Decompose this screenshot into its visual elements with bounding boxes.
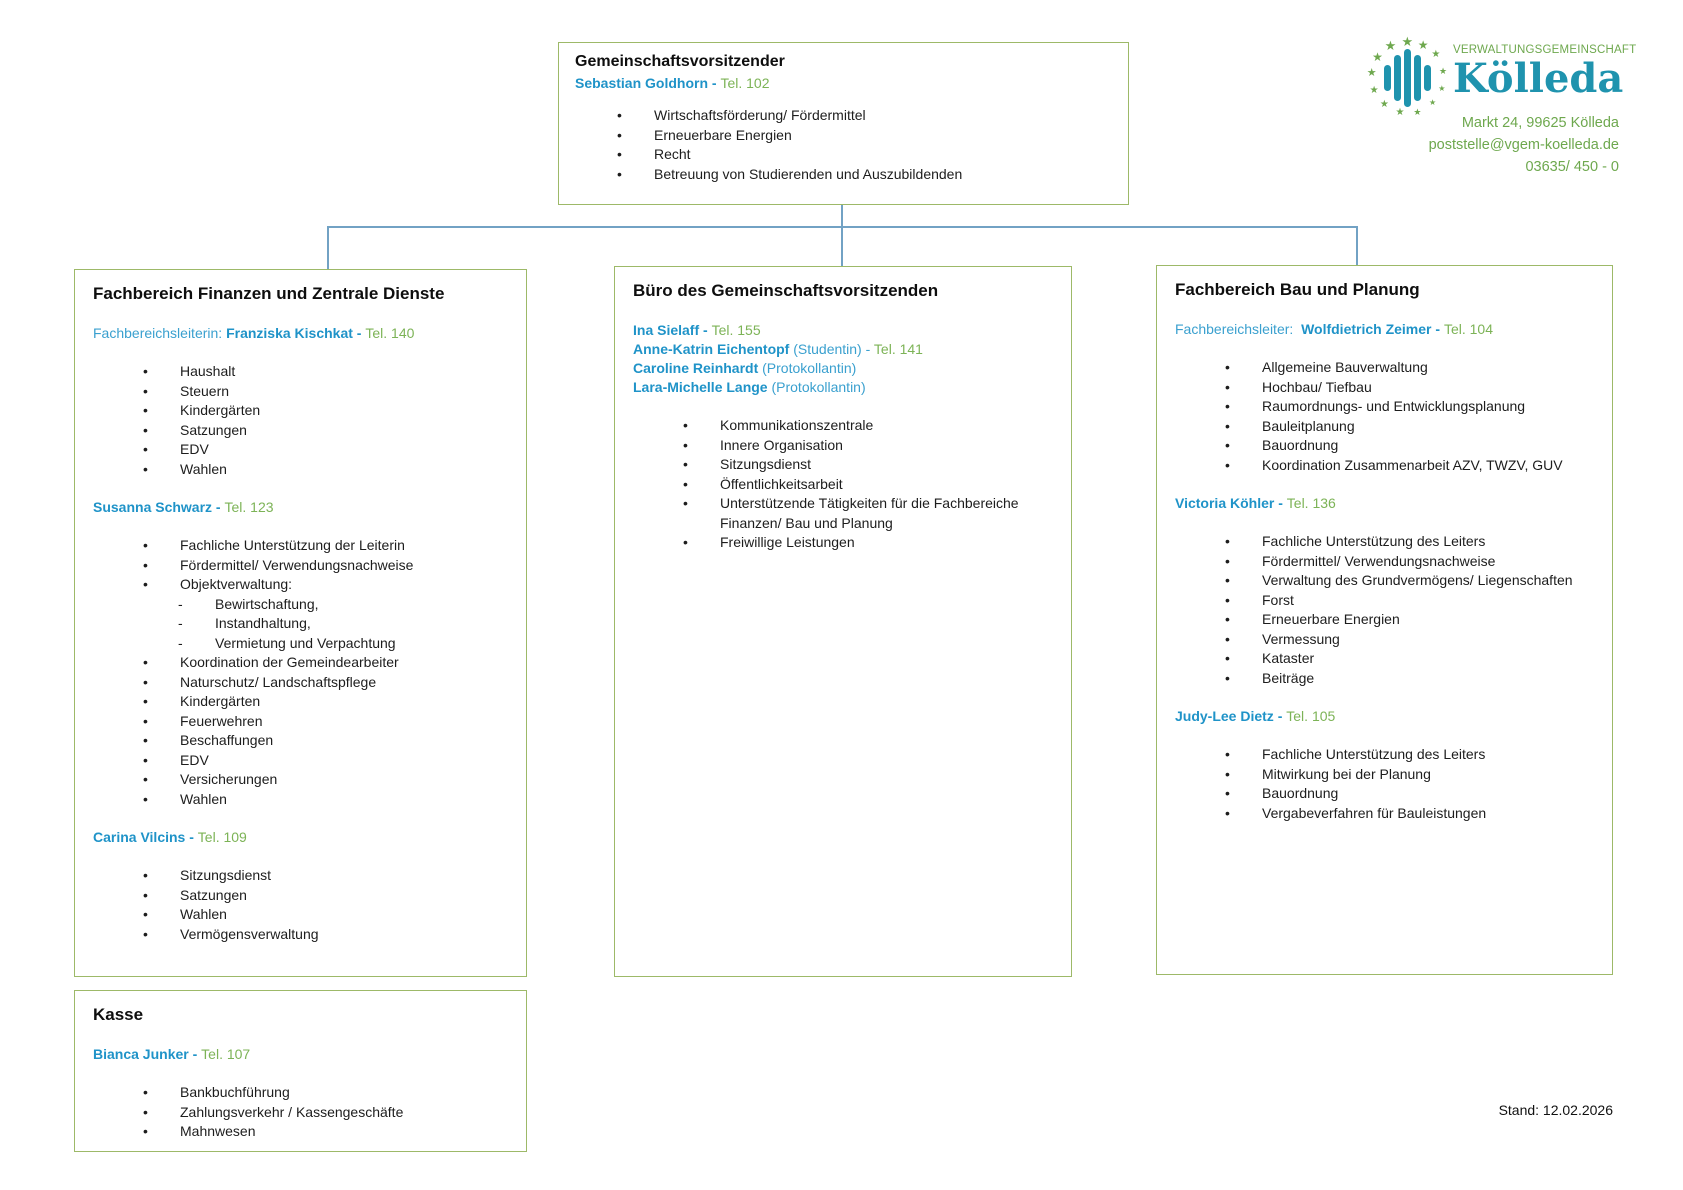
bullet-item xyxy=(93,440,508,460)
bullet-dot-icon: • xyxy=(1225,669,1230,686)
bullet-dot-icon: • xyxy=(143,1103,148,1120)
bullet-item xyxy=(633,436,1053,456)
duty-list xyxy=(93,362,508,479)
dash-icon: - xyxy=(178,615,183,631)
bullet-text: Sitzungsdienst xyxy=(180,867,272,883)
bullet-item xyxy=(93,866,508,886)
bullet-dot-icon: • xyxy=(143,906,148,922)
staff-section xyxy=(93,828,508,944)
star-icon: ★ xyxy=(1431,49,1441,61)
person-name: Lara-Michelle Lange xyxy=(633,379,768,395)
bullet-dot-icon: • xyxy=(1225,765,1230,782)
stand-date: Stand: 12.02.2026 xyxy=(1498,1102,1613,1118)
bullet-text: Satzungen xyxy=(180,886,247,903)
bullet-text: EDV xyxy=(180,751,209,768)
bullet-dot-icon: • xyxy=(1225,591,1230,608)
bullet-item xyxy=(1175,784,1594,804)
bullet-item xyxy=(633,455,1053,475)
sub-bullet-text: Instandhaltung, xyxy=(215,615,311,631)
bullet-text: Koordination der Gemeindearbeiter xyxy=(180,654,399,670)
bullet-text: Wahlen xyxy=(180,906,227,922)
person-name: Sebastian Goldhorn xyxy=(575,75,709,91)
bullet-dot-icon: • xyxy=(143,673,148,690)
box-title: Fachbereich Finanzen und Zentrale Dienste xyxy=(93,284,445,303)
bullet-item xyxy=(93,692,508,712)
bullet-item xyxy=(93,1103,508,1123)
bullet-item xyxy=(93,925,508,945)
sub-bullet-text: Vermietung und Verpachtung xyxy=(215,634,396,651)
bullet-dot-icon: • xyxy=(1225,804,1230,821)
bullet-text: Erneuerbare Energien xyxy=(1262,611,1400,627)
bullet-dot-icon: • xyxy=(143,654,148,670)
logo-org-type: VERWALTUNGSGEMEINSCHAFT xyxy=(1453,44,1637,56)
star-icon: ★ xyxy=(1438,65,1448,76)
bullet-text: Vergabeverfahren für Bauleistungen xyxy=(1262,804,1487,821)
sub-bullet-item xyxy=(93,595,508,615)
bullet-dot-icon: • xyxy=(143,771,148,787)
bullet-item xyxy=(1175,630,1594,650)
bullet-text: Fachliche Unterstützung des Leiters xyxy=(1262,533,1486,549)
bullet-dot-icon: • xyxy=(1225,572,1230,588)
bullet-text: Koordination Zusammenarbeit AZV, TWZV, GUV xyxy=(1262,456,1563,473)
bullet-text: Feuerwehren xyxy=(180,712,263,729)
bullet-text: Hochbau/ Tiefbau xyxy=(1262,378,1372,395)
bullet-item xyxy=(575,126,1112,146)
bullet-dot-icon: • xyxy=(143,712,148,729)
bullet-item xyxy=(93,362,508,382)
bullet-dot-icon: • xyxy=(143,402,148,418)
person-line xyxy=(93,324,508,343)
person-line xyxy=(1175,320,1594,339)
bullet-text: Kindergärten xyxy=(180,693,261,709)
star-icon: ★ xyxy=(1372,50,1383,65)
star-icon: ★ xyxy=(1413,106,1422,117)
bullet-item xyxy=(93,1083,508,1103)
star-icon: ★ xyxy=(1438,83,1446,93)
bullet-item xyxy=(1175,765,1594,785)
bullet-item xyxy=(1175,571,1594,591)
bullet-dot-icon: • xyxy=(143,751,148,768)
box-fachbereich-bau xyxy=(1156,265,1613,975)
dash-separator: - xyxy=(1274,495,1287,511)
box-title: Gemeinschaftsvorsitzender xyxy=(575,53,785,70)
bullet-text: Mahnwesen xyxy=(180,1123,256,1139)
duty-list xyxy=(93,866,508,944)
logo-contact-block xyxy=(1429,112,1619,178)
duty-list xyxy=(575,106,1112,184)
bullet-item xyxy=(93,673,508,693)
bullet-dot-icon: • xyxy=(617,126,622,143)
bullet-text: Wahlen xyxy=(180,790,227,807)
bullet-item xyxy=(575,145,1112,165)
bullet-dot-icon: • xyxy=(1225,746,1230,762)
box-title: Büro des Gemeinschaftsvorsitzenden xyxy=(633,281,939,300)
bullet-item xyxy=(1175,552,1594,572)
duty-list xyxy=(1175,532,1594,688)
bullet-item xyxy=(633,475,1053,495)
sub-bullet-item xyxy=(93,614,508,634)
person-tel: Tel. 109 xyxy=(197,829,247,845)
bullet-item xyxy=(93,790,508,810)
bullet-text: Haushalt xyxy=(180,363,236,379)
bullet-item xyxy=(1175,649,1594,669)
bullet-text: Allgemeine Bauverwaltung xyxy=(1262,359,1428,375)
dash-icon: - xyxy=(178,595,183,612)
person-line xyxy=(633,359,1053,378)
person-note: (Protokollantin) xyxy=(767,379,866,395)
bullet-item xyxy=(1175,669,1594,689)
logo-bar xyxy=(1404,49,1411,107)
bullet-text: Recht xyxy=(654,146,691,162)
bullet-dot-icon: • xyxy=(1225,785,1230,801)
bullet-text: Unterstützende Tätigkeiten für die Fachbereiche Finanzen/ Bau und Planung xyxy=(720,495,1019,531)
bullet-dot-icon: • xyxy=(143,460,148,477)
bullet-item xyxy=(1175,591,1594,611)
bullet-text: Fördermittel/ Verwendungsnachweise xyxy=(1262,552,1496,569)
bullet-dot-icon: • xyxy=(1225,437,1230,453)
bullet-text: Freiwillige Leistungen xyxy=(720,534,855,550)
bullet-dot-icon: • xyxy=(1225,630,1230,647)
person-name: Wolfdietrich Zeimer xyxy=(1301,321,1432,337)
bullet-item xyxy=(633,533,1053,553)
dash-separator: - xyxy=(861,341,874,357)
bullet-text: Bauordnung xyxy=(1262,785,1339,801)
bullet-dot-icon: • xyxy=(1225,533,1230,549)
staff-section xyxy=(93,1045,508,1142)
bullet-text: Fachliche Unterstützung der Leiterin xyxy=(180,537,405,553)
star-icon: ★ xyxy=(1395,106,1405,118)
person-name: Judy-Lee Dietz xyxy=(1175,708,1274,724)
person-name: Franziska Kischkat xyxy=(226,325,353,341)
duty-list xyxy=(93,1083,508,1142)
bullet-item xyxy=(93,1122,508,1142)
bullet-dot-icon: • xyxy=(1225,456,1230,473)
bullet-item xyxy=(93,575,508,595)
bullet-text: Innere Organisation xyxy=(720,436,843,453)
person-tel: Tel. 102 xyxy=(720,75,770,91)
bullet-text: Wirtschaftsförderung/ Fördermittel xyxy=(654,107,866,123)
bullet-dot-icon: • xyxy=(617,165,622,182)
star-icon: ★ xyxy=(1369,84,1379,96)
staff-section xyxy=(1175,494,1594,688)
person-tel: Tel. 155 xyxy=(711,322,761,338)
bullet-item xyxy=(93,556,508,576)
bullet-dot-icon: • xyxy=(683,475,688,492)
logo-bar xyxy=(1414,55,1421,101)
dash-separator: - xyxy=(212,499,225,515)
bullet-item xyxy=(1175,532,1594,552)
person-name: Carina Vilcins xyxy=(93,829,186,845)
bullet-text: Raumordnungs- und Entwicklungsplanung xyxy=(1262,398,1526,414)
bullet-text: Forst xyxy=(1262,591,1294,608)
person-name: Anne-Katrin Eichentopf xyxy=(633,341,790,357)
person-tel: Tel. 140 xyxy=(365,325,415,341)
person-line xyxy=(633,378,1053,397)
bullet-item xyxy=(93,770,508,790)
bullet-text: Objektverwaltung: xyxy=(180,576,293,592)
sub-bullet-text: Bewirtschaftung, xyxy=(215,595,319,612)
logo-bar xyxy=(1394,55,1401,101)
box-title: Kasse xyxy=(93,1005,144,1024)
bullet-dot-icon: • xyxy=(143,556,148,573)
bullet-text: Kommunikationszentrale xyxy=(720,417,874,433)
bullet-item xyxy=(1175,804,1594,824)
person-tel: Tel. 141 xyxy=(873,341,923,357)
star-icon: ★ xyxy=(1401,33,1414,49)
bullet-dot-icon: • xyxy=(617,107,622,123)
logo-wordmark xyxy=(1453,44,1636,101)
connector-vertical-right xyxy=(1356,226,1358,266)
staff-section xyxy=(633,321,1053,553)
dash-separator: - xyxy=(188,1046,202,1062)
person-line xyxy=(575,74,1112,93)
bullet-item xyxy=(1175,358,1594,378)
logo-bar xyxy=(1384,65,1391,91)
person-line xyxy=(93,498,508,517)
person-line xyxy=(633,321,1053,340)
dash-separator: - xyxy=(708,75,721,91)
bullet-dot-icon: • xyxy=(1225,552,1230,569)
bullet-item xyxy=(1175,610,1594,630)
bullet-item xyxy=(575,165,1112,185)
bullet-dot-icon: • xyxy=(143,925,148,942)
staff-section xyxy=(93,324,508,479)
staff-section xyxy=(575,74,1112,184)
bullet-text: Kindergärten xyxy=(180,402,261,418)
bullet-dot-icon: • xyxy=(143,867,148,883)
bullet-text: Vermessung xyxy=(1262,630,1340,647)
star-icon: ★ xyxy=(1366,67,1377,80)
bullet-item xyxy=(1175,745,1594,765)
logo-org-name: Kölleda xyxy=(1453,55,1624,102)
bullet-item xyxy=(1175,436,1594,456)
bullet-dot-icon: • xyxy=(143,1084,148,1100)
bullet-dot-icon: • xyxy=(617,146,622,162)
person-line xyxy=(633,340,1053,359)
bullet-dot-icon: • xyxy=(143,1123,148,1139)
bullet-text: Erneuerbare Energien xyxy=(654,126,792,143)
dash-separator: - xyxy=(185,829,198,845)
bullet-dot-icon: • xyxy=(1225,650,1230,666)
bullet-text: Bauordnung xyxy=(1262,437,1339,453)
box-buero-gemeinschaftsvorsitzender xyxy=(614,266,1072,977)
star-icon: ★ xyxy=(1384,38,1397,54)
bullet-dot-icon: • xyxy=(143,732,148,748)
dash-separator: - xyxy=(1273,708,1287,724)
duty-list xyxy=(93,536,508,809)
bullet-dot-icon: • xyxy=(1225,398,1230,414)
bullet-dot-icon: • xyxy=(683,436,688,453)
bullet-item xyxy=(93,421,508,441)
bullet-dot-icon: • xyxy=(143,441,148,457)
staff-section xyxy=(93,498,508,809)
bullet-text: Beiträge xyxy=(1262,669,1315,686)
bullet-text: Satzungen xyxy=(180,421,247,438)
dash-separator: - xyxy=(699,322,712,338)
bullet-text: Naturschutz/ Landschaftspflege xyxy=(180,673,377,690)
bullet-item xyxy=(633,494,1053,533)
bullet-text: Zahlungsverkehr / Kassengeschäfte xyxy=(180,1103,404,1120)
star-icon: ★ xyxy=(1379,99,1389,111)
person-tel: Tel. 105 xyxy=(1286,708,1336,724)
logo-bar xyxy=(1424,65,1431,91)
staff-section xyxy=(1175,707,1594,823)
person-name: Victoria Köhler xyxy=(1175,495,1275,511)
bullet-dot-icon: • xyxy=(1225,378,1230,395)
bullet-text: Kataster xyxy=(1262,650,1315,666)
bullet-item xyxy=(93,460,508,480)
logo-phone: 03635/ 450 - 0 xyxy=(1525,159,1619,175)
person-role-prefix: Fachbereichsleiter: xyxy=(1175,321,1302,337)
person-note: (Protokollantin) xyxy=(758,360,857,376)
person-name: Caroline Reinhardt xyxy=(633,360,759,376)
bullet-dot-icon: • xyxy=(1225,417,1230,434)
person-line xyxy=(1175,707,1594,726)
dash-separator: - xyxy=(1431,321,1444,337)
logo-address: Markt 24, 99625 Kölleda xyxy=(1461,115,1619,131)
person-line xyxy=(1175,494,1594,513)
bullet-text: Wahlen xyxy=(180,460,227,477)
bullet-dot-icon: • xyxy=(1225,359,1230,375)
logo-email: poststelle@vgem-koelleda.de xyxy=(1428,137,1619,153)
bullet-text: Versicherungen xyxy=(180,771,278,787)
bullet-text: EDV xyxy=(180,441,209,457)
person-name: Susanna Schwarz xyxy=(93,499,213,515)
dash-icon: - xyxy=(178,634,183,651)
bullet-item xyxy=(93,905,508,925)
dash-separator: - xyxy=(352,325,366,341)
bullet-dot-icon: • xyxy=(683,534,688,550)
bullet-item xyxy=(1175,397,1594,417)
person-tel: Tel. 104 xyxy=(1443,321,1493,337)
bullet-item xyxy=(93,382,508,402)
bullet-text: Fachliche Unterstützung des Leiters xyxy=(1262,746,1486,762)
bullet-item xyxy=(93,886,508,906)
person-line xyxy=(93,828,508,847)
bullet-dot-icon: • xyxy=(683,456,688,472)
bullet-text: Fördermittel/ Verwendungsnachweise xyxy=(180,556,414,573)
bullet-dot-icon: • xyxy=(683,495,688,511)
bullet-text: Sitzungsdienst xyxy=(720,456,812,472)
bullet-text: Steuern xyxy=(180,382,230,399)
bullet-dot-icon: • xyxy=(143,363,148,379)
box-title: Fachbereich Bau und Planung xyxy=(1175,280,1420,299)
bullet-item xyxy=(93,731,508,751)
bullet-text: Betreuung von Studierenden und Auszubildenden xyxy=(654,165,963,182)
staff-section xyxy=(1175,320,1594,475)
person-line xyxy=(93,1045,508,1064)
bullet-text: Mitwirkung bei der Planung xyxy=(1262,765,1431,782)
duty-list xyxy=(1175,745,1594,823)
star-icon: ★ xyxy=(1417,38,1429,53)
bullet-text: Öffentlichkeitsarbeit xyxy=(720,475,843,492)
bullet-text: Verwaltung des Grundvermögens/ Liegenschaften xyxy=(1262,572,1573,588)
bullet-item xyxy=(1175,378,1594,398)
star-icon: ★ xyxy=(1429,98,1437,108)
person-role-prefix: Fachbereichsleiterin: xyxy=(93,325,227,341)
bullet-dot-icon: • xyxy=(683,417,688,433)
koelleda-logo-icon xyxy=(1362,33,1457,124)
bullet-text: Bankbuchführung xyxy=(180,1084,290,1100)
connector-vertical-center xyxy=(841,205,843,267)
box-gemeinschaftsvorsitzender xyxy=(558,42,1129,205)
bullet-item xyxy=(633,416,1053,436)
bullet-item xyxy=(93,653,508,673)
duty-list xyxy=(633,416,1053,553)
bullet-item xyxy=(93,401,508,421)
bullet-item xyxy=(93,751,508,771)
duty-list xyxy=(1175,358,1594,475)
connector-vertical-left xyxy=(327,226,329,270)
bullet-dot-icon: • xyxy=(143,421,148,438)
person-note: (Studentin) xyxy=(789,341,862,357)
bullet-text: Bauleitplanung xyxy=(1262,417,1355,434)
box-kasse xyxy=(74,990,527,1152)
bullet-dot-icon: • xyxy=(143,537,148,553)
bullet-dot-icon: • xyxy=(143,790,148,807)
person-tel: Tel. 123 xyxy=(224,499,274,515)
bullet-dot-icon: • xyxy=(143,886,148,903)
person-tel: Tel. 107 xyxy=(201,1046,251,1062)
bullet-dot-icon: • xyxy=(143,382,148,399)
bullet-text: Vermögensverwaltung xyxy=(180,925,319,942)
bullet-item xyxy=(93,712,508,732)
person-name: Bianca Junker xyxy=(93,1046,189,1062)
bullet-item xyxy=(93,536,508,556)
person-name: Ina Sielaff xyxy=(633,322,700,338)
sub-bullet-item xyxy=(93,634,508,654)
bullet-text: Beschaffungen xyxy=(180,732,274,748)
bullet-item xyxy=(1175,417,1594,437)
bullet-dot-icon: • xyxy=(1225,611,1230,627)
bullet-dot-icon: • xyxy=(143,693,148,709)
bullet-dot-icon: • xyxy=(143,576,148,592)
bullet-item xyxy=(1175,456,1594,476)
box-fachbereich-finanzen xyxy=(74,269,527,977)
person-tel: Tel. 136 xyxy=(1286,495,1336,511)
bullet-item xyxy=(575,106,1112,126)
